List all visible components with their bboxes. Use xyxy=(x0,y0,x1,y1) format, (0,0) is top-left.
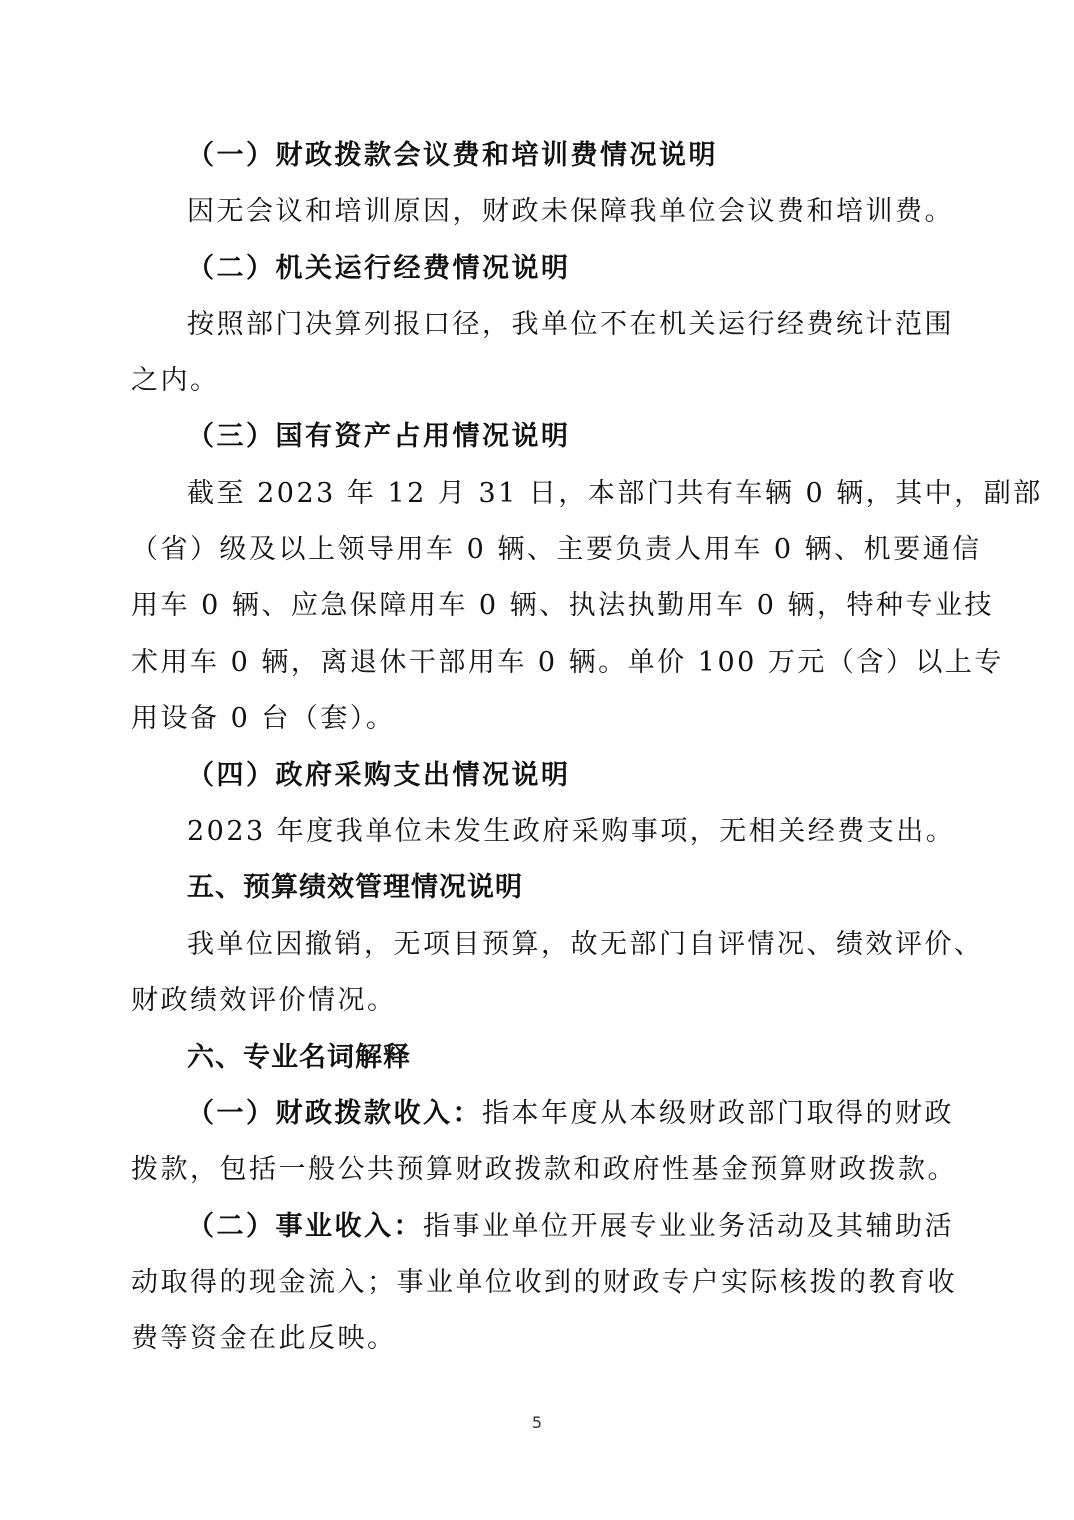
paragraph-state-assets-line-3: 用车 0 辆、应急保障用车 0 辆、执法执勤用车 0 辆，特种专业技 xyxy=(131,590,995,621)
term-business-income-line-1 xyxy=(187,1208,954,1246)
paragraph-state-assets-line-4: 术用车 0 辆，离退休干部用车 0 辆。单价 100 万元（含）以上专 xyxy=(131,647,1004,678)
term-business-income-definition: 指事业单位开展专业业务活动及其辅助活 xyxy=(423,1211,954,1242)
paragraph-performance-management-line-1: 我单位因撤销，无项目预算，故无部门自评情况、绩效评价、 xyxy=(187,929,984,960)
paragraph-performance-management-line-2: 财政绩效评价情况。 xyxy=(131,985,397,1016)
term-business-income-label: （二）事业收入： xyxy=(187,1211,423,1242)
paragraph-government-procurement: 2023 年度我单位未发生政府采购事项，无相关经费支出。 xyxy=(187,816,956,847)
term-financial-appropriation-line-1 xyxy=(187,1095,954,1133)
section-heading-meeting-training-fees: （一）财政拨款会议费和培训费情况说明 xyxy=(187,140,718,171)
section-heading-government-procurement: （四）政府采购支出情况说明 xyxy=(187,760,571,791)
term-financial-appropriation-line-2: 拨款，包括一般公共预算财政拨款和政府性基金预算财政拨款。 xyxy=(131,1154,957,1185)
paragraph-operating-expenses-line-2: 之内。 xyxy=(131,365,220,396)
paragraph-state-assets-line-5: 用设备 0 台（套）。 xyxy=(131,703,396,734)
paragraph-state-assets-line-2: （省）级及以上领导用车 0 辆、主要负责人用车 0 辆、机要通信 xyxy=(131,534,982,565)
paragraph-state-assets-line-1: 截至 2023 年 12 月 31 日，本部门共有车辆 0 辆，其中，副部 xyxy=(187,478,1043,509)
page-number: 5 xyxy=(531,1413,543,1432)
section-heading-state-assets: （三）国有资产占用情况说明 xyxy=(187,421,571,452)
term-business-income-line-3: 费等资金在此反映。 xyxy=(131,1323,397,1354)
term-financial-appropriation-definition: 指本年度从本级财政部门取得的财政 xyxy=(482,1098,954,1129)
section-heading-operating-expenses: （二）机关运行经费情况说明 xyxy=(187,253,571,284)
paragraph-meeting-training-fees: 因无会议和培训原因，财政未保障我单位会议费和培训费。 xyxy=(187,196,954,227)
paragraph-operating-expenses-line-1: 按照部门决算列报口径，我单位不在机关运行经费统计范围 xyxy=(187,309,954,340)
term-financial-appropriation-label: （一）财政拨款收入： xyxy=(187,1098,482,1129)
section-heading-terminology: 六、专业名词解释 xyxy=(187,1042,411,1073)
term-business-income-line-2: 动取得的现金流入；事业单位收到的财政专户实际核拨的教育收 xyxy=(131,1267,957,1298)
section-heading-performance-management: 五、预算绩效管理情况说明 xyxy=(187,872,523,903)
